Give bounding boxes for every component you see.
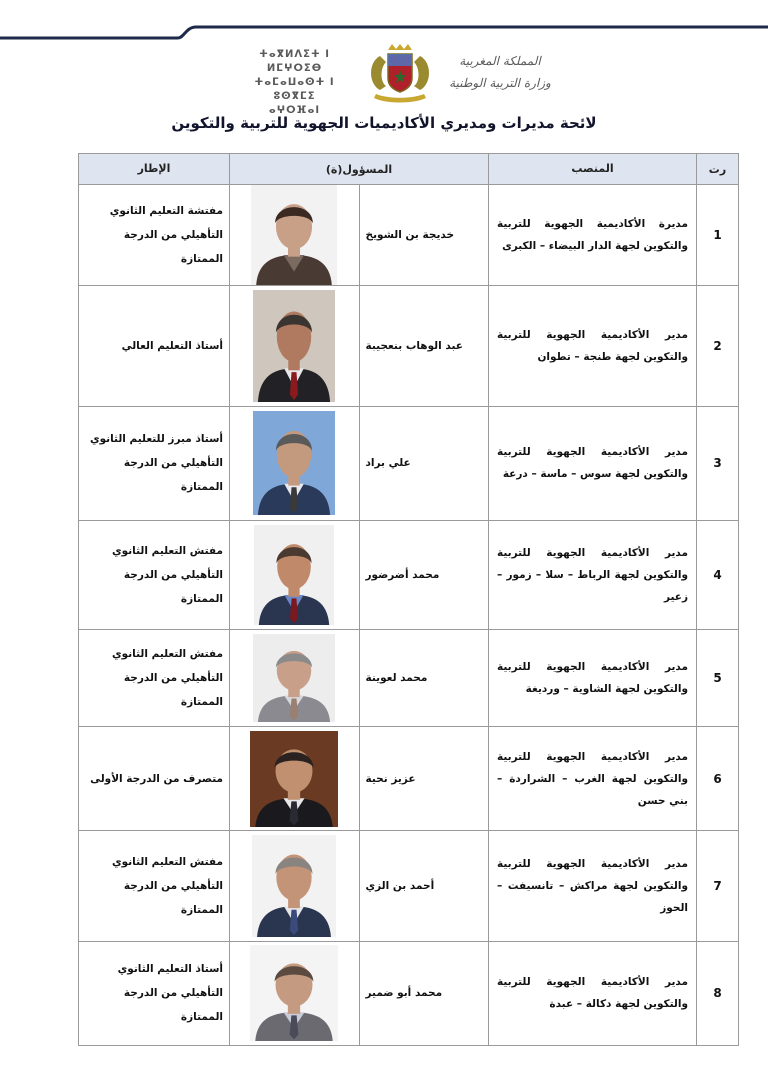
portrait-photo [254, 525, 334, 625]
table-row [79, 185, 739, 286]
row-frame: متصرف من الدرجة الأولى [79, 726, 230, 830]
row-photo-cell [230, 941, 360, 1045]
portrait-photo [253, 634, 335, 722]
tifinagh-ministry-name [232, 48, 357, 118]
row-responsible-name: خديجة بن الشويخ [359, 185, 489, 286]
row-photo-cell [230, 521, 360, 629]
tifinagh-line-2: ⵜⴰⵎⴰⵡⴰⵙⵜ ⵏ ⵓⵙⴳⵎⵉ [254, 77, 335, 102]
row-frame: مفتش التعليم الثانوي التأهيلي من الدرجة الممتازة [79, 831, 230, 941]
row-frame: أستاذ التعليم الثانوي التأهيلي من الدرجة الممتازة [79, 941, 230, 1045]
kingdom-label: المملكة المغربية [459, 54, 541, 68]
row-position: مدير الأكاديمية الجهوية للتربية والتكوين لجهة سوس – ماسة – درعة [489, 406, 697, 520]
row-photo-cell [230, 185, 360, 286]
row-position: مدير الأكاديمية الجهوية للتربية والتكوين لجهة الشاوية – ورديغة [489, 629, 697, 726]
portrait-photo [253, 411, 335, 515]
row-frame: أستاذ التعليم العالي [79, 286, 230, 406]
document-header [0, 40, 768, 116]
row-position: مدير الأكاديمية الجهوية للتربية والتكوين لجهة مراكش – تانسيفت – الحوز [489, 831, 697, 941]
portrait-photo [250, 731, 338, 827]
header-responsible: المسؤول(ة) [230, 154, 489, 185]
table-header-row [79, 154, 739, 185]
row-number: 1 [697, 185, 739, 286]
row-position: مدير الأكاديمية الجهوية للتربية والتكوين لجهة طنجة – تطوان [489, 286, 697, 406]
row-position: مدير الأكاديمية الجهوية للتربية والتكوين لجهة الرباط – سلا – زمور – زعير [489, 521, 697, 629]
row-responsible-name: محمد لعوينة [359, 629, 489, 726]
row-number: 8 [697, 941, 739, 1045]
table-row [79, 521, 739, 629]
row-responsible-name: علي براد [359, 406, 489, 520]
row-number: 3 [697, 406, 739, 520]
portrait-photo [251, 185, 337, 285]
table-row [79, 629, 739, 726]
row-number: 4 [697, 521, 739, 629]
portrait-photo [252, 835, 336, 937]
ministry-label: وزارة التربية الوطنية [449, 76, 551, 90]
table-row [79, 406, 739, 520]
row-position: مدير الأكاديمية الجهوية للتربية والتكوين لجهة الغرب – الشراردة – بني حسن [489, 726, 697, 830]
row-number: 2 [697, 286, 739, 406]
tifinagh-line-1: ⵜⴰⴳⵍⴷⵉⵜ ⵏ ⵍⵎⵖⵔⵉⴱ [259, 49, 330, 74]
row-frame: مفتشة التعليم الثانوي التأهيلي من الدرجة الممتازة [79, 185, 230, 286]
row-photo-cell [230, 629, 360, 726]
row-photo-cell [230, 286, 360, 406]
header-num: رت [697, 154, 739, 185]
row-photo-cell [230, 406, 360, 520]
row-frame: مفتش التعليم الثانوي التأهيلي من الدرجة الممتازة [79, 521, 230, 629]
coat-of-arms-icon [366, 44, 434, 106]
portrait-photo [250, 945, 338, 1041]
row-position: مدير الأكاديمية الجهوية للتربية والتكوين لجهة دكالة – عبدة [489, 941, 697, 1045]
header-position: المنصب [489, 154, 697, 185]
row-photo-cell [230, 831, 360, 941]
tifinagh-line-3: ⴰⵖⵔⴼⴰⵏ [268, 105, 321, 116]
header-frame: الإطار [79, 154, 230, 185]
row-responsible-name: عبد الوهاب بنعجيبة [359, 286, 489, 406]
row-frame: مفتش التعليم الثانوي التأهيلي من الدرجة الممتازة [79, 629, 230, 726]
row-number: 6 [697, 726, 739, 830]
kingdom-ministry-name [440, 50, 560, 94]
row-number: 7 [697, 831, 739, 941]
row-photo-cell [230, 726, 360, 830]
table-row [79, 726, 739, 830]
row-position: مديرة الأكاديمية الجهوية للتربية والتكوين لجهة الدار البيضاء – الكبرى [489, 185, 697, 286]
row-responsible-name: عزيز نحية [359, 726, 489, 830]
table-row [79, 286, 739, 406]
row-responsible-name: محمد أضرضور [359, 521, 489, 629]
academies-directors-table [78, 153, 739, 1046]
row-responsible-name: أحمد بن الزي [359, 831, 489, 941]
row-frame: أستاذ مبرز للتعليم الثانوي التأهيلي من الدرجة الممتازة [79, 406, 230, 520]
document-title: لائحة مديرات ومديري الأكاديميات الجهوية للتربية والتكوين [171, 114, 597, 132]
portrait-photo [253, 290, 335, 402]
table-body [79, 185, 739, 1046]
table-row [79, 941, 739, 1045]
table-row [79, 831, 739, 941]
row-number: 5 [697, 629, 739, 726]
row-responsible-name: محمد أبو ضمير [359, 941, 489, 1045]
